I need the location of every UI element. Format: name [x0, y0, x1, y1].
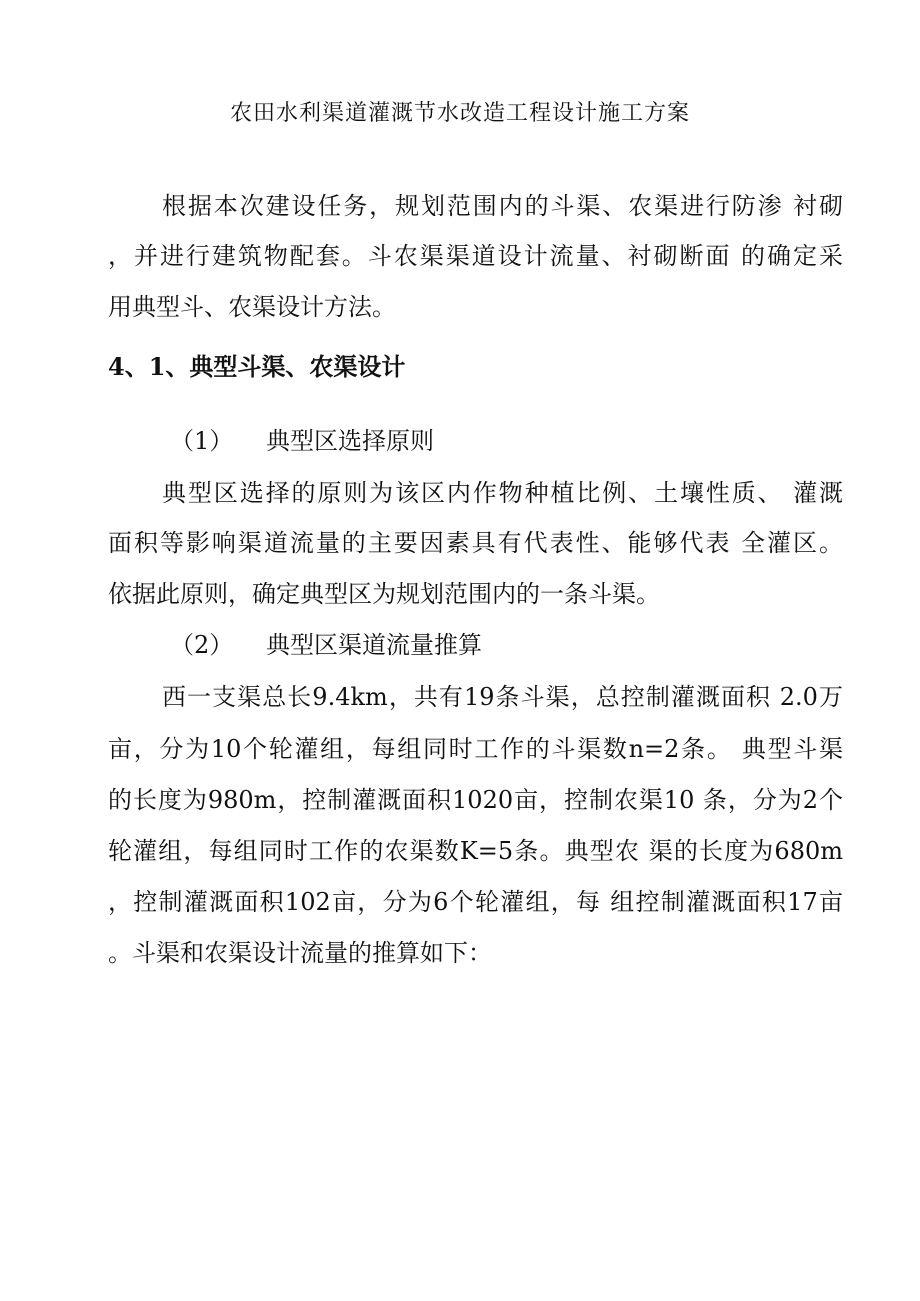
subsection-1-line-3: 依据此原则，确定典型区为规划范围内的一条斗渠。 — [108, 580, 660, 608]
section-heading: 4、1、典型斗渠、农渠设计 — [108, 352, 406, 381]
subsection-2-line-2: 亩，分为10个轮灌组，每组同时工作的斗渠数n=2条。 典型斗渠 — [108, 735, 843, 763]
subsection-2-line-3: 的长度为980m，控制灌溉面积1020亩，控制农渠10 条，分为2个 — [108, 786, 843, 814]
subsection-2-title: 典型区渠道流量推算 — [266, 631, 482, 659]
subsection-1-title: 典型区选择原则 — [266, 427, 434, 455]
subsection-1-line-2: 面积等影响渠道流量的主要因素具有代表性、能够代表 全灌区。 — [108, 529, 843, 557]
subsection-2-line-1: 西一支渠总长9.4km，共有19条斗渠，总控制灌溉面积 2.0万 — [162, 683, 843, 711]
intro-line-2: ，并进行建筑物配套。斗农渠渠道设计流量、衬砌断面 的确定采 — [108, 242, 843, 270]
subsection-1-number: （1） — [170, 427, 234, 455]
subsection-2-line-4: 轮灌组，每组同时工作的农渠数K=5条。典型农 渠的长度为680m — [108, 837, 843, 865]
subsection-1-heading — [170, 425, 434, 457]
subsection-2-heading — [170, 629, 482, 661]
subsection-1-line-1: 典型区选择的原则为该区内作物种植比例、土壤性质、 灌溉 — [162, 479, 843, 507]
document-title: 农田水利渠道灌溉节水改造工程设计施工方案 — [229, 101, 690, 126]
subsection-2-line-5: ，控制灌溉面积102亩，分为6个轮灌组，每 组控制灌溉面积17亩 — [108, 888, 843, 916]
intro-line-1: 根据本次建设任务，规划范围内的斗渠、农渠进行防渗 衬砌 — [162, 192, 843, 220]
subsection-2-number: （2） — [170, 631, 234, 659]
intro-line-3: 用典型斗、农渠设计方法。 — [108, 293, 396, 321]
subsection-2-line-6: 。斗渠和农渠设计流量的推算如下： — [108, 939, 492, 967]
